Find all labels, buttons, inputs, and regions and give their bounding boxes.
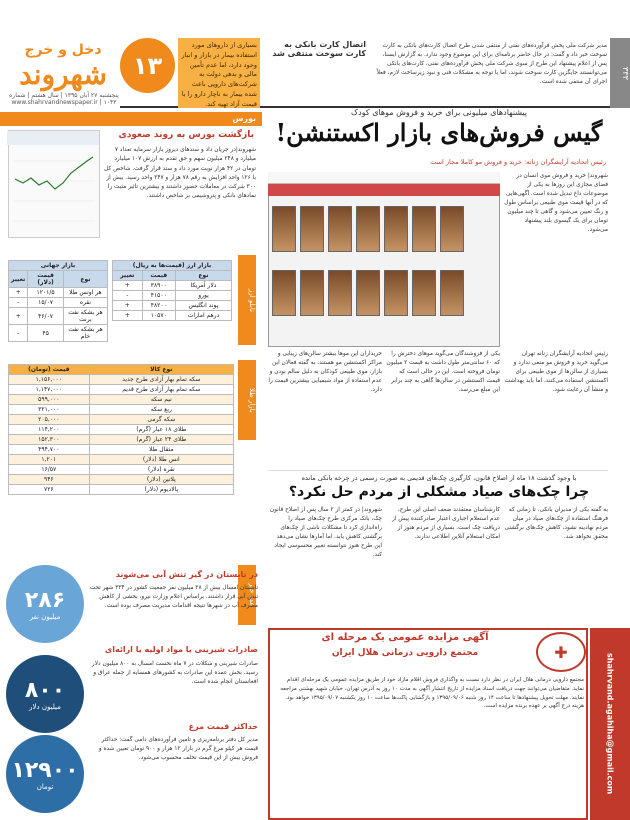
hair-image xyxy=(356,270,380,316)
stat-text: تابستان امسال بیش از ۲۸ میلیون نفر جمعیت کشور در ۳۳۴ شهر تحت تنش آبی قرار داشتند. براساس اعلام وزارت نیرو، بخشی از کاهش مصرف آب در شهرها نتیجه اقدامات مدیریت مصرف بوده است. xyxy=(89,585,258,609)
hair-image xyxy=(412,270,436,316)
cell: + xyxy=(113,281,143,291)
gold-side-label: بازار طلا xyxy=(238,360,256,440)
sub-kicker: با وجود گذشت ۱۸ ماه از اصلاح قانون، کارگیری چک‌های قدیمی به صورت رسمی در چرخه بانکی مانده xyxy=(301,474,577,482)
table-row xyxy=(113,311,232,321)
cell: طلای ۱۸ عیار (گرم) xyxy=(89,425,233,435)
cell: هر بشکه نفت خام xyxy=(63,325,107,342)
stat-unit: تومان xyxy=(36,782,54,791)
table-row xyxy=(9,385,234,395)
article-text: رئیس اتحادیه آرایشگران زنانه تهران می‌گوید خرید و فروش مو منعی ندارد و بسیاری از سالن‌ها از موی طبیعی برای اکستنشن استفاده می‌کنند، اما باید بهداشت و منشأ آن رعایت شود. xyxy=(504,351,608,393)
article-text: خریداران این موها بیشتر سالن‌های زیبایی و مراکز اکستنشن مو هستند. به گفته فعالان این بازار، موی طبیعی کودکان به دلیل سالم بودن و عدم استفاده از مواد شیمیایی بیشترین قیمت را دارد. xyxy=(268,351,382,393)
main-byline: رئیس اتحادیه آرایشگران زنانه: خرید و فروش مو کاملا مجاز است xyxy=(430,158,606,166)
cell: پوند انگلیس xyxy=(175,301,231,311)
table-row xyxy=(9,455,234,465)
article-text: یکی از فروشندگان می‌گوید موهای دخترش را که ۶۰ سانتی‌متر طول داشت به قیمت ۲ میلیون تومان فروخته است. این در حالی است که قیمت اکستنشن در سالن‌ها گاهی به چند برابر این مبلغ می‌رسد. xyxy=(386,351,500,393)
stat-text: مدیر کل دفتر برنامه‌ریزی و تامین فرآورده‌های دامی گفت: حداکثر قیمت هر کیلو مرغ گرم در بازار ۱۲ هزار و ۹۰۰ تومان تعیین شده و فروش بیش از این قیمت تخلف محسوب می‌شود. xyxy=(98,737,258,761)
cell: ۱,۲۰۱ xyxy=(9,455,90,465)
stat-circle xyxy=(6,735,84,813)
article-text: کارشناسان معتقدند ضعف اصلی این طرح، عدم استعلام اجباری اعتبار صادرکننده پیش از دریافت چک است. بسیاری از مردم هنوز از امکان استعلام آنلاین اطلاعی ندارند. xyxy=(392,507,500,540)
screenshot-site-header xyxy=(268,184,500,196)
cell: ۳۲۱,۰۰۰ xyxy=(9,405,90,415)
cell: ربع سکه xyxy=(89,405,233,415)
cell: + xyxy=(113,301,143,311)
table-row xyxy=(9,425,234,435)
fx-market-table xyxy=(112,260,232,321)
index-line xyxy=(15,157,93,189)
column-header: نوع کالا xyxy=(89,365,233,375)
cell: ۷۲۶ xyxy=(9,485,90,495)
table-row xyxy=(9,485,234,495)
cell: ۵۹۹,۰۰۰ xyxy=(9,395,90,405)
gold-market-table xyxy=(8,364,234,495)
cell: ۱۵۲,۳۰۰ xyxy=(9,435,90,445)
cell: ۴۹۴,۷۰۰ xyxy=(9,445,90,455)
cell: سکه تمام بهار آزادی طرح قدیم xyxy=(89,385,233,395)
borse-text: شهروند|در جریان داد و ستدهای دیروز بازار سرمایه تعداد ۷ میلیارد و ۲۴۸ میلیون سهم و حق تقدم به ارزش ۱۰۷ میلیارد تومان در ۴۲ هزار نوبت مورد داد و ستد قرار گرفت. شاخص کل با ۱۲۶ واحد افزایش به رقم ۷۸ هزار و ۲۴۷ واحد رسید. بیش از ۳۰۰ شرکت در معاملات حضور داشتند و بیشترین تاثیر مثبت را نمادهای بانکی و پتروشیمی بر شاخص داشتند. xyxy=(104,147,256,200)
table-row xyxy=(9,308,108,325)
cell: ۱,۱۴۷,۰۰۰ xyxy=(9,385,90,395)
stats-side-label: عدد خبر xyxy=(238,565,256,625)
cell: - xyxy=(113,291,143,301)
cell: نقره (دلار) xyxy=(89,465,233,475)
table-row xyxy=(9,325,108,342)
borse-headline: بازگشت بورس به روند صعودی xyxy=(118,130,254,140)
article-text: شهروند| خرید و فروش موی انسان در فضای مجازی این روزها به یکی از موضوعات داغ تبدیل شده است. آگهی‌هایی که در آنها قیمت موی طبیعی براساس طول و رنگ تعیین می‌شود و گاهی تا چند میلیون تومان برای یک گیسوی بلند پیشنهاد می‌شود. xyxy=(504,173,608,233)
header-teaser: بسیاری از داروهای مورد استفاده بیمار در بازار و انبار وجود دارد، اما عدم تأمین مالی و بدهی دولت به شرکت‌های دارویی باعث شده بیمار به ناچار دارو را با قیمت آزاد تهیه کند. xyxy=(178,38,260,108)
stat-circle xyxy=(6,655,84,733)
cell: ۴۸۲۰۰ xyxy=(142,301,175,311)
table-row xyxy=(9,375,234,385)
fx-side-label: تابلو ارز xyxy=(238,255,256,345)
cell: پالادیوم (دلار) xyxy=(89,485,233,495)
table-row xyxy=(9,465,234,475)
stat-number: ۸۰۰ xyxy=(24,677,66,703)
cell: ۹۴۶ xyxy=(9,475,90,485)
cell: نیم سکه xyxy=(89,395,233,405)
ad-title: آگهی مزایده عمومی یک مرحله ای xyxy=(321,632,489,643)
cell: + xyxy=(113,311,143,321)
cell: پلاتین (دلار) xyxy=(89,475,233,485)
cell: درهم امارات xyxy=(175,311,231,321)
cell: ۱۶/۵۷ xyxy=(9,465,90,475)
chart-header-bar xyxy=(7,131,99,145)
cell: ۲۰۵,۰۰۰ xyxy=(9,415,90,425)
hair-image xyxy=(272,206,296,252)
table-row xyxy=(9,445,234,455)
index-chart-svg xyxy=(7,131,99,239)
cell: دلار آمریکا xyxy=(175,281,231,291)
ad-text: مجتمع دارویی درمانی هلال ایران در نظر دارد نسبت به واگذاری فروش اقلام مازاد خود از طریق مزایده عمومی یک مرحله‌ای اقدام نماید. متقاضیان می‌توانند جهت دریافت اسناد مزایده از تاریخ انتشار آگهی به مدت ۱۰ روز به آدرس تهران، خیابان شهید بهشتی مراجعه نمایند. مهلت تحویل پیشنهادها تا ساعت ۱۴ روز شنبه ۱۳۹۵/۰۹/۰۶ و بازگشایی پاکت‌ها ساعت ۱۰ روز یکشنبه ۱۳۹۵/۰۹/۰۷ خواهد بود. هزینه درج آگهی بر عهده برنده مزایده است. xyxy=(280,677,584,710)
stat-title: صادرات شیرینی یا مواد اولیه یا ارائه‌ای xyxy=(104,645,258,654)
main-headline: گیس فروش‌های بازار اکستنشن! xyxy=(275,118,603,147)
article-text: به گفته یکی از مدیران بانکی، تا زمانی که فرهنگ استفاده از چک‌های صیاد در میان مردم نهادینه نشود، کاهش چک‌های برگشتی محقق نخواهد شد. xyxy=(504,507,608,540)
divider xyxy=(268,470,608,471)
cell: + xyxy=(9,308,28,325)
column-header: نوع xyxy=(175,271,231,281)
column-header: تغییر xyxy=(9,271,28,288)
article-text: شهروند| در کمتر از ۲ سال پس از اصلاح قانون چک، بانک مرکزی طرح چک‌های صیاد را راه‌اندازی کرد تا مشکلات ناشی از چک‌های برگشتی کاهش یابد. اما آمارها نشان می‌دهد این طرح هنوز نتوانسته تغییر محسوسی ایجاد کند. xyxy=(269,507,382,558)
cell: ۴۱۵۰۰ xyxy=(142,291,175,301)
cell: ۳۸۹۰۰ xyxy=(142,281,175,291)
hair-image xyxy=(356,206,380,252)
world-market-table xyxy=(8,260,108,342)
table-row xyxy=(9,415,234,425)
cell: مثقال طلا xyxy=(89,445,233,455)
hair-image xyxy=(384,206,408,252)
cell: ۱۲۰۱/۵ xyxy=(28,288,64,298)
section-name: دخل و خرج xyxy=(24,42,102,58)
cell: ۴۶/۰۷ xyxy=(28,308,64,325)
cell: سکه گرمی xyxy=(89,415,233,425)
hair-image xyxy=(328,206,352,252)
table-row xyxy=(9,298,108,308)
newspaper-logo: شهروند xyxy=(19,58,107,91)
table-row xyxy=(9,405,234,415)
top-news-title: اتصال کارت بانکی به کارت سوخت منتفی شد xyxy=(272,40,366,58)
table-row xyxy=(113,291,232,301)
world-market-label: بازار جهانی xyxy=(9,261,108,271)
index-chart xyxy=(8,130,100,238)
hair-image xyxy=(412,206,436,252)
table-row xyxy=(9,435,234,445)
table-row xyxy=(113,281,232,291)
cell: ۴۵ xyxy=(28,325,64,342)
hair-image xyxy=(440,270,464,316)
stat-title: در تابستان در گیر تنش آبی می‌شوند xyxy=(115,570,258,579)
fx-market-label: بازار ارز (قیمت‌ها به ریال) xyxy=(113,261,232,271)
stat-title: حداکثر قیمت مرغ xyxy=(188,722,258,731)
hair-image xyxy=(272,270,296,316)
cell: یورو xyxy=(175,291,231,301)
cell: - xyxy=(9,325,28,342)
chart-grid xyxy=(13,161,95,221)
stat-unit: میلیون نفر xyxy=(29,612,61,621)
cell: - xyxy=(9,298,28,308)
crescent-logo-icon: ✚ xyxy=(536,632,586,672)
main-kicker: پیشنهادهای میلیونی برای خرید و فروش موهای کودک xyxy=(350,108,528,117)
stat-number: ۱۲۹۰۰ xyxy=(11,757,79,783)
cell: انس طلا (دلار) xyxy=(89,455,233,465)
column-header: قیمت xyxy=(142,271,175,281)
column-header: نوع xyxy=(63,271,107,288)
cell: ۱۱۴,۲۰۰ xyxy=(9,425,90,435)
table-row xyxy=(9,288,108,298)
stat-number: ۲۸۶ xyxy=(24,587,66,613)
hair-image xyxy=(440,206,464,252)
stat-circle xyxy=(6,565,84,643)
cell: ۱۰۵۷۰ xyxy=(142,311,175,321)
top-news-text: مدیر شرکت ملی پخش فرآورده‌های نفتی از منتفی شدن طرح اتصال کارت‌های بانکی به کارت سوخت خبر داد و گفت: در حال حاضر برنامه‌ای برای این موضوع وجود ندارد. به گزارش ایسنا، پس از اعلام پیشنهاد این طرح از سوی شرکت ملی پخش فرآورده‌های نفتی، کارت‌های بانکی می‌توانستند جایگزین کارت سوخت شوند، اما با توجه به مشکلات فنی و نبود زیرساخت لازم، فعلاً اجرای آن منتفی شده است. xyxy=(376,43,607,85)
ad-subtitle: مجتمع دارویی درمانی هلال ایران xyxy=(331,648,479,658)
table-row xyxy=(113,301,232,311)
cell: طلای ۲۴ عیار (گرم) xyxy=(89,435,233,445)
screenshot-browser-bar xyxy=(268,172,500,184)
hair-image xyxy=(300,206,324,252)
hair-image xyxy=(328,270,352,316)
cell: نقره xyxy=(63,298,107,308)
table-row xyxy=(9,475,234,485)
hair-image xyxy=(384,270,408,316)
ad-email: shahrvand.agahiha@gmail.com xyxy=(590,628,630,820)
sub-headline: چرا چک‌های صیاد مشکلی از مردم حل نکرد؟ xyxy=(288,484,590,500)
cell: سکه تمام بهار آزادی طرح جدید xyxy=(89,375,233,385)
stat-unit: میلیون دلار xyxy=(29,702,61,711)
column-header: قیمت (دلار) xyxy=(28,271,64,288)
website-screenshot xyxy=(268,172,500,347)
top-news-tag: ۳۳۳ xyxy=(610,38,630,108)
hair-image xyxy=(300,270,324,316)
stat-text: صادرات شیرینی و شکلات در ۷ ماه نخست امسال به ۸۰۰ میلیون دلار رسید. بخش عمده این صادرات به کشورهای همسایه از جمله عراق و افغانستان انجام شده است. xyxy=(91,661,258,685)
table-row xyxy=(9,395,234,405)
column-header: تغییر xyxy=(113,271,143,281)
cell: ۱,۱۵۶,۰۰۰ xyxy=(9,375,90,385)
cell: ۱۵/۰۷ xyxy=(28,298,64,308)
page-number: ۱۳ xyxy=(120,38,175,93)
column-header: قیمت (تومان) xyxy=(9,365,90,375)
cell: + xyxy=(9,288,28,298)
cell: هر بشکه نفت برنت xyxy=(63,308,107,325)
issue-info: پنجشنبه ۲۷ آبان ۱۳۹۵ | سال هشتم | شماره ۱۰۴۳ | www.shahrvandnewspaper.ir xyxy=(9,92,119,106)
cell: هر اونس طلا xyxy=(63,288,107,298)
borse-section-label: بورس xyxy=(0,112,262,126)
